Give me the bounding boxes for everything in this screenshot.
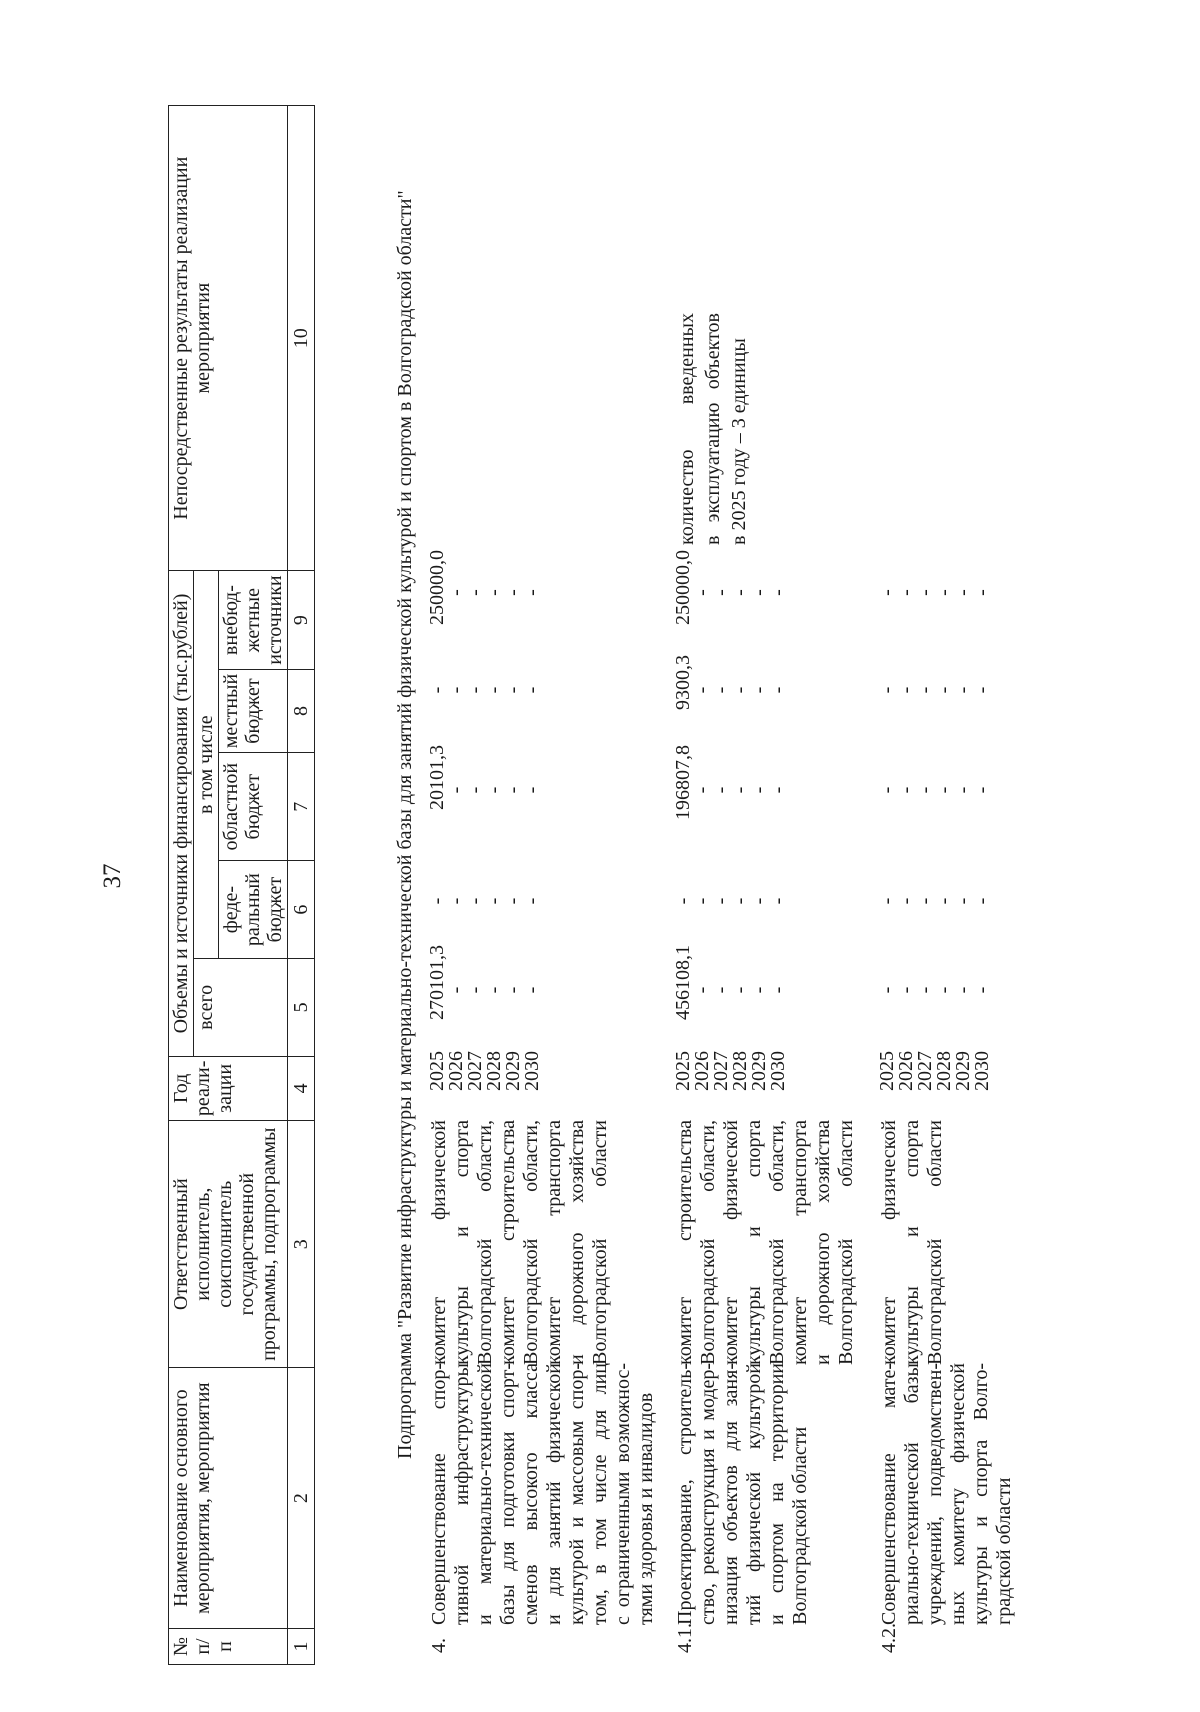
row-responsible-line: культуры и спорта [743,1120,765,1365]
total-value: - [952,986,974,994]
row-name-line: и материально-технической [474,1363,496,1625]
local-value: - [710,686,732,694]
extrabudget-value: - [729,589,751,596]
extrabudget-value: - [914,589,936,596]
row-responsible-line: комитет транспорта [543,1120,565,1365]
total-value: - [971,986,993,994]
header-regional: областной бюджет [219,753,288,861]
row-name-line: тями здоровья и инвалидов [635,1392,657,1625]
row-responsible-line: культуры и спорта [451,1120,473,1365]
total-value: - [767,986,789,994]
local-value: - [748,686,770,694]
year-value: 2026 [445,1051,467,1091]
row-extrabudget [674,550,788,635]
extrabudget-value: - [767,589,789,596]
extrabudget-value: - [483,589,505,596]
regional-value: - [952,786,974,794]
regional-value: - [748,786,770,794]
local-value: - [971,686,993,694]
row-name-line: градской области [993,1477,1015,1625]
federal-value: - [691,897,713,905]
row-name-line: ных комитету физической [947,1363,969,1625]
header-in-that: в том числе [194,571,219,959]
header-extrabudget: внебюд-жетные источники [219,571,288,669]
row-extrabudget [878,550,992,635]
row-name [878,1363,1016,1625]
year-value: 2026 [691,1051,713,1091]
regional-value: - [876,786,898,794]
extrabudget-value: 250000,0 [672,550,694,625]
federal-value: - [876,897,898,905]
row-responsible [428,1120,612,1365]
row-number: 4.2. [878,1623,900,1653]
local-value: - [521,686,543,694]
year-value: 2027 [914,1051,936,1091]
row-total [674,945,788,1035]
column-numbers-row [288,106,315,1665]
header-responsible: Ответственный исполнитель, соисполнитель государственной программы, подпрограммы [169,1121,288,1368]
federal-value: - [464,897,486,905]
local-value: - [914,686,936,694]
row-federal [674,861,788,941]
regional-value: - [914,786,936,794]
federal-value: - [971,897,993,905]
year-value: 2030 [971,1051,993,1091]
federal-value: - [895,897,917,905]
total-value: - [464,986,486,994]
header-total: всего [194,959,288,1057]
total-value: - [502,986,524,994]
row-result-line: в эксплуатацию объектов [702,313,724,545]
extrabudget-value: - [445,589,467,596]
regional-value: - [464,786,486,794]
row-result-line: количество введенных [676,313,698,545]
extrabudget-value: - [895,589,917,596]
year-value: 2025 [876,1051,898,1091]
row-results [674,313,752,545]
row-name-line: культурой и массовым спор- [566,1363,588,1625]
column-number: 7 [288,753,315,861]
local-value: - [729,686,751,694]
total-value: - [521,986,543,994]
regional-value: - [895,786,917,794]
header-local: местный бюджет [219,669,288,753]
extrabudget-value: - [876,589,898,596]
year-value: 2028 [933,1051,955,1091]
header-table [168,105,315,1665]
federal-value: - [748,897,770,905]
federal-value: - [521,897,543,905]
federal-value: - [672,897,694,905]
row-responsible-line: комитет строительства [497,1120,519,1365]
row-local [878,655,992,725]
total-value: - [445,986,467,994]
regional-value: - [483,786,505,794]
year-value: 2025 [672,1051,694,1091]
row-name-line: том, в том числе для лиц [589,1363,611,1625]
row-total [878,945,992,1035]
local-value: - [876,686,898,694]
row-federal [878,861,992,941]
regional-value: - [521,786,543,794]
extrabudget-value: - [691,589,713,596]
header-year: Год реали-зации [169,1056,288,1121]
year-value: 2028 [483,1051,505,1091]
local-value: - [502,686,524,694]
page-number: 37 [99,863,126,889]
regional-value: 196807,8 [672,745,694,820]
row-name-line: риально-технической базы [901,1363,923,1625]
year-value: 2029 [748,1051,770,1091]
row-number: 4. [428,1638,450,1653]
row-name [428,1363,658,1625]
year-value: 2026 [895,1051,917,1091]
row-name-line: учреждений, подведомствен- [924,1363,946,1625]
row-responsible-line: Волгоградской области [924,1120,946,1365]
row-name-line: низация объектов для заня- [720,1363,742,1625]
regional-value: - [767,786,789,794]
header-name: Наименование основного мероприятия, мероприятия [169,1368,288,1629]
federal-value: - [933,897,955,905]
federal-value: - [502,897,524,905]
total-value: - [748,986,770,994]
federal-value: - [710,897,732,905]
regional-value: - [933,786,955,794]
row-responsible-line: Волгоградской области, [766,1120,788,1365]
row-name-line: Проектирование, строитель- [674,1363,696,1625]
row-responsible-line: Волгоградской области [589,1120,611,1365]
row-responsible-line: и дорожного хозяйства [566,1120,588,1365]
regional-value: - [971,786,993,794]
year-value: 2029 [502,1051,524,1091]
column-number: 8 [288,669,315,753]
row-years [428,1051,542,1091]
local-value: - [426,686,448,694]
header-results: Непосредственные результаты реализации мероприятия [169,106,288,571]
federal-value: - [445,897,467,905]
row-local [674,655,788,725]
row-responsible-line: комитет физической [428,1120,450,1365]
extrabudget-value: - [933,589,955,596]
total-value: 456108,1 [672,945,694,1020]
row-responsible-line: комитет физической [720,1120,742,1365]
row-responsible [674,1120,858,1365]
header-num: № п/п [169,1629,288,1665]
regional-value: 20101,3 [426,745,448,810]
extrabudget-value: - [464,589,486,596]
row-regional [878,745,992,835]
row-name-line: и для занятий физической [543,1363,565,1625]
column-number: 3 [288,1121,315,1368]
row-result-line: в 2025 году – 3 единицы [728,338,750,545]
row-name-line: и спортом на территории [766,1363,788,1625]
row-years [878,1051,992,1091]
federal-value: - [767,897,789,905]
row-regional [674,745,788,835]
federal-value: - [483,897,505,905]
row-responsible-line: комитет строительства [674,1120,696,1365]
extrabudget-value: - [521,589,543,596]
local-value: - [952,686,974,694]
year-value: 2029 [952,1051,974,1091]
federal-value: - [952,897,974,905]
regional-value: - [502,786,524,794]
local-value: - [483,686,505,694]
row-extrabudget [428,550,542,635]
row-name-line: базы для подготовки спорт- [497,1363,519,1625]
extrabudget-value: 250000,0 [426,550,448,625]
row-responsible [878,1120,947,1365]
extrabudget-value: - [952,589,974,596]
column-number: 1 [288,1629,315,1665]
row-responsible-line: комитет физической [878,1120,900,1365]
year-value: 2027 [710,1051,732,1091]
column-number: 6 [288,861,315,959]
column-number: 5 [288,959,315,1057]
row-responsible-line: Волгоградской области [835,1120,857,1365]
regional-value: - [445,786,467,794]
year-value: 2028 [729,1051,751,1091]
row-name-line: тий физической культурой [743,1363,765,1625]
total-value: - [710,986,732,994]
document-sheet [168,105,1200,1665]
row-name-line: с ограниченными возможнос- [612,1363,634,1625]
row-name-line: ство, реконструкция и модер- [697,1363,719,1625]
total-value: - [483,986,505,994]
row-responsible-line: комитет транспорта [789,1120,811,1365]
regional-value: - [729,786,751,794]
local-value: - [933,686,955,694]
federal-value: - [426,897,448,905]
extrabudget-value: - [748,589,770,596]
local-value: 9300,3 [672,655,694,710]
extrabudget-value: - [710,589,732,596]
row-federal [428,861,542,941]
extrabudget-value: - [502,589,524,596]
row-responsible-line: культуры и спорта [901,1120,923,1365]
year-value: 2030 [767,1051,789,1091]
local-value: - [767,686,789,694]
row-number: 4.1. [674,1623,696,1653]
total-value: 270101,3 [426,945,448,1020]
column-number: 2 [288,1368,315,1629]
row-name-line: сменов высокого класса [520,1363,542,1625]
column-number: 9 [288,571,315,669]
column-number: 10 [288,106,315,571]
federal-value: - [729,897,751,905]
total-value: - [876,986,898,994]
subprogram-title: Подпрограмма "Развитие инфраструктуры и материально-технической базы для занятий физической культурой и спортом в Волгоградской области" [394,190,416,1459]
extrabudget-value: - [971,589,993,596]
total-value: - [729,986,751,994]
total-value: - [691,986,713,994]
row-name-line: Совершенствование мате- [878,1363,900,1625]
row-name-line: Волгоградской области [789,1426,811,1625]
local-value: - [445,686,467,694]
column-number: 4 [288,1056,315,1121]
row-name [674,1363,812,1625]
row-responsible-line: и дорожного хозяйства [812,1120,834,1365]
row-responsible-line: Волгоградской области, [697,1120,719,1365]
year-value: 2030 [521,1051,543,1091]
total-value: - [933,986,955,994]
total-value: - [914,986,936,994]
year-value: 2027 [464,1051,486,1091]
local-value: - [691,686,713,694]
year-value: 2025 [426,1051,448,1091]
regional-value: - [710,786,732,794]
federal-value: - [914,897,936,905]
total-value: - [895,986,917,994]
row-name-line: Совершенствование спор- [428,1363,450,1625]
regional-value: - [691,786,713,794]
row-name-line: культуры и спорта Волго- [970,1363,992,1625]
local-value: - [895,686,917,694]
row-responsible-line: Волгоградской области, [474,1120,496,1365]
row-years [674,1051,788,1091]
local-value: - [464,686,486,694]
row-regional [428,745,542,835]
row-local [428,655,542,725]
row-total [428,945,542,1035]
header-federal: феде-ральный бюджет [219,861,288,959]
row-name-line: тивной инфраструктуры [451,1363,473,1625]
row-responsible-line: Волгоградской области, [520,1120,542,1365]
header-funding: Объемы и источники финансирования (тыс.рублей) [169,571,194,1056]
